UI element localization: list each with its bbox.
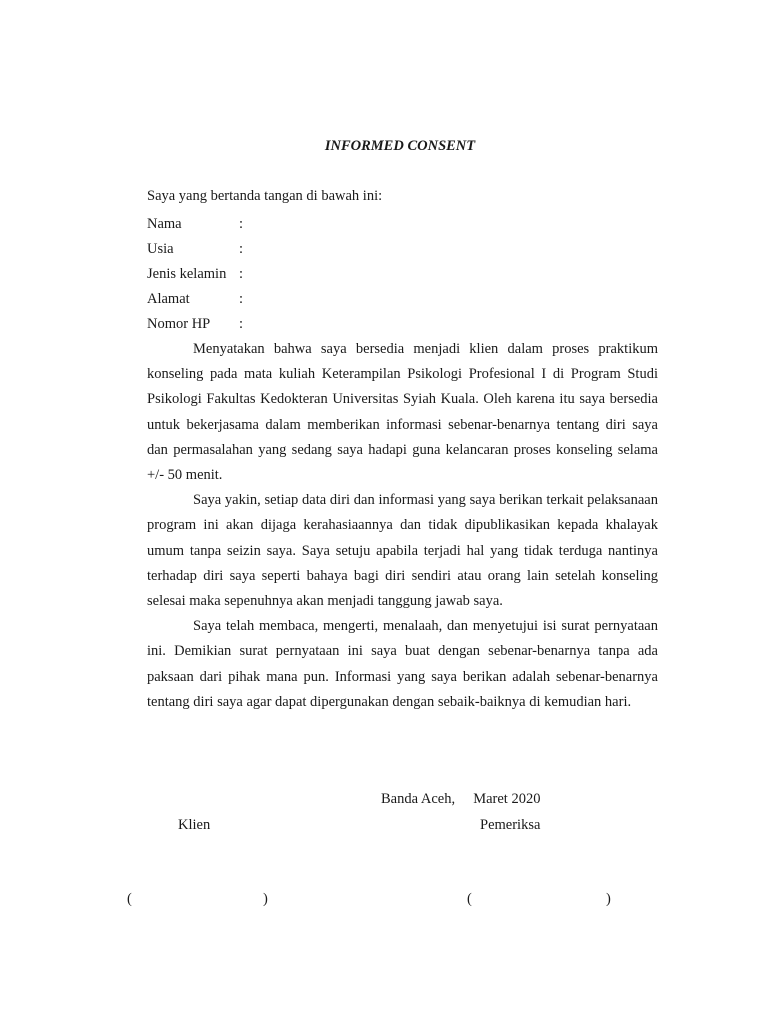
field-label: Jenis kelamin — [147, 266, 227, 282]
open-paren: ( — [127, 891, 132, 907]
field-label: Nama — [147, 216, 182, 232]
paragraph-confidentiality: Saya yakin, setiap data diri dan informasi yang saya berikan terkait pelaksanaan program ini akan dijaga kerahasiaannya dan tidak dipublikasikan kepada khalayak umum tanpa seizin saya. Saya setuju apabila terjadi hal yang tidak terduga nantinya terhadap diri saya seperti bahaya bagi diri sendiri atau orang lain setelah konseling selesai maka sepenuhnya akan menjadi tanggung jawab saya. — [147, 492, 658, 610]
field-colon: : — [239, 241, 244, 257]
field-colon: : — [239, 316, 244, 332]
paragraph-agreement: Saya telah membaca, mengerti, menalaah, dan menyetujui isi surat pernyataan ini. Demikian surat pernyataan ini saya buat dengan sebenar-benarnya tanpa ada paksaan dari pihak mana pun. Informasi yang saya berikan adalah sebenar-benarnya tentang diri saya agar dapat dipergunakan dengan sebaik-baiknya di kemudian hari. — [147, 618, 658, 710]
field-label: Nomor HP — [147, 316, 211, 332]
identity-fields — [147, 212, 243, 337]
statement-body — [147, 337, 658, 715]
field-label: Alamat — [147, 291, 190, 307]
open-paren: ( — [467, 891, 472, 907]
paragraph-statement: Menyatakan bahwa saya bersedia menjadi klien dalam proses praktikum konseling pada mata kuliah Keterampilan Psikologi Profesional I di Program Studi Psikologi Fakultas Kedokteran Universitas Syiah Kuala. Oleh karena itu saya bersedia untuk bekerjasama dalam memberikan informasi sebenar-benarnya tentang diri saya dan permasalahan yang sedang saya hadapi guna kelancaran proses konseling selama +/- 50 menit. — [147, 341, 658, 484]
field-nomor-hp — [147, 312, 243, 337]
intro-text: Saya yang bertanda tangan di bawah ini: — [147, 188, 383, 204]
document-title: INFORMED CONSENT — [324, 138, 476, 154]
field-colon: : — [239, 266, 244, 282]
field-nama — [147, 212, 243, 237]
close-paren: ) — [606, 891, 611, 907]
place-date: Banda Aceh, Maret 2020 — [381, 791, 541, 807]
close-paren: ) — [263, 891, 268, 907]
field-jenis-kelamin — [147, 262, 243, 287]
field-colon: : — [239, 216, 244, 232]
field-alamat — [147, 287, 243, 312]
field-colon: : — [239, 291, 244, 307]
field-usia — [147, 237, 243, 262]
field-label: Usia — [147, 241, 174, 257]
examiner-role-label: Pemeriksa — [480, 817, 541, 833]
client-role-label: Klien — [178, 817, 211, 833]
